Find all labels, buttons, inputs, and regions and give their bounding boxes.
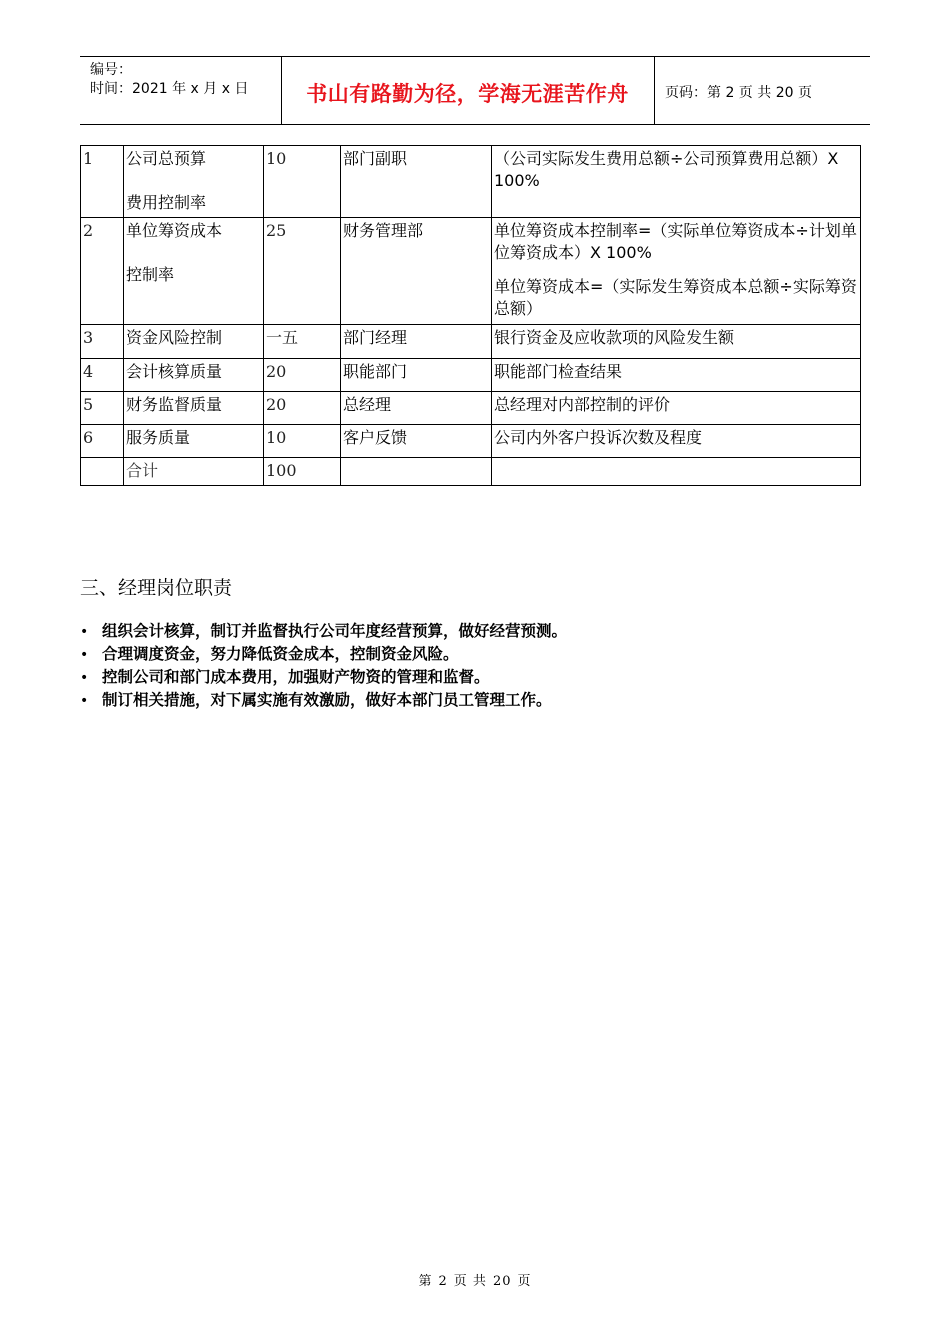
- header-divider-right: [654, 56, 655, 124]
- row-formula: 银行资金及应收款项的风险发生额: [492, 325, 861, 359]
- row-formula: 公司内外客户投诉次数及程度: [492, 425, 861, 458]
- row-department: 财务管理部: [341, 218, 492, 325]
- table-row: [81, 218, 861, 325]
- row-item: 会计核算质量: [124, 359, 264, 392]
- duty-text: 组织会计核算，制订并监督执行公司年度经营预算，做好经营预测。: [102, 622, 568, 640]
- row-department: 职能部门: [341, 359, 492, 392]
- row-number: 3: [81, 325, 124, 359]
- duty-text: 制订相关措施，对下属实施有效激励，做好本部门员工管理工作。: [102, 691, 552, 709]
- duty-text: 控制公司和部门成本费用，加强财产物资的管理和监督。: [102, 668, 490, 686]
- page-footer: [0, 1270, 950, 1289]
- row-formula-line1: 单位筹资成本控制率=（实际单位筹资成本÷计划单位筹资成本）X 100%: [494, 221, 857, 262]
- table-row: [81, 146, 861, 218]
- header-page-label: 页码：第 2 页 共 20 页: [665, 85, 812, 101]
- row-item: 资金风险控制: [124, 325, 264, 359]
- header-top-rule: [80, 56, 870, 57]
- row-department: 客户反馈: [341, 425, 492, 458]
- list-item: [80, 689, 567, 712]
- table-row: [81, 392, 861, 425]
- row-item-line2: 费用控制率: [126, 193, 207, 212]
- footer-page-number: 2: [438, 1274, 448, 1289]
- row-item: [124, 146, 264, 218]
- row-item: [124, 218, 264, 325]
- row-item: 服务质量: [124, 425, 264, 458]
- row-department: 总经理: [341, 392, 492, 425]
- row-formula: 总经理对内部控制的评价: [492, 392, 861, 425]
- table-row: [81, 359, 861, 392]
- row-weight: 一五: [264, 325, 341, 359]
- row-item: 财务监督质量: [124, 392, 264, 425]
- table-row: [81, 425, 861, 458]
- duty-list: [80, 620, 567, 712]
- row-formula: （公司实际发生费用总额÷公司预算费用总额）X 100%: [492, 146, 861, 218]
- row-number: 5: [81, 392, 124, 425]
- bullet-icon: •: [80, 670, 89, 686]
- bullet-icon: •: [80, 693, 89, 709]
- row-department: 部门副职: [341, 146, 492, 218]
- list-item: [80, 643, 567, 666]
- row-weight: 10: [264, 425, 341, 458]
- header-bottom-rule: [80, 124, 870, 125]
- total-value: 100: [264, 458, 341, 486]
- row-number: 2: [81, 218, 124, 325]
- header-date-label: 时间：2021 年 x 月 x 日: [90, 81, 249, 97]
- kpi-table: [80, 145, 861, 486]
- table-row: [81, 325, 861, 359]
- row-weight: 20: [264, 359, 341, 392]
- footer-prefix: 第: [418, 1274, 433, 1289]
- row-number: 6: [81, 425, 124, 458]
- bullet-icon: •: [80, 624, 89, 640]
- row-department: 部门经理: [341, 325, 492, 359]
- footer-mid: 页 共: [453, 1274, 487, 1289]
- list-item: [80, 666, 567, 689]
- footer-total-pages: 20: [492, 1274, 512, 1289]
- footer-suffix: 页: [517, 1274, 532, 1289]
- header-code-label: 编号：: [90, 62, 132, 78]
- row-weight: 10: [264, 146, 341, 218]
- bullet-icon: •: [80, 647, 89, 663]
- row-item-line1: 公司总预算: [126, 149, 207, 168]
- row-formula: 职能部门检查结果: [492, 359, 861, 392]
- row-formula: [492, 218, 861, 325]
- total-formula-cell: [492, 458, 861, 486]
- row-weight: 20: [264, 392, 341, 425]
- row-weight: 25: [264, 218, 341, 325]
- table-total-row: [81, 458, 861, 486]
- row-number: 4: [81, 359, 124, 392]
- header-motto: 书山有路勤为径，学海无涯苦作舟: [306, 82, 629, 106]
- row-formula-line2: 单位筹资成本=（实际发生筹资成本总额÷实际筹资总额）: [494, 277, 857, 318]
- row-item-line1: 单位筹资成本: [126, 221, 223, 240]
- total-department-cell: [341, 458, 492, 486]
- row-item-line2: 控制率: [126, 265, 175, 284]
- total-label: 合计: [124, 458, 264, 486]
- duty-text: 合理调度资金，努力降低资金成本，控制资金风险。: [102, 645, 459, 663]
- row-number: 1: [81, 146, 124, 218]
- section-title: 三、经理岗位职责: [80, 577, 233, 599]
- list-item: [80, 620, 567, 643]
- total-number-cell: [81, 458, 124, 486]
